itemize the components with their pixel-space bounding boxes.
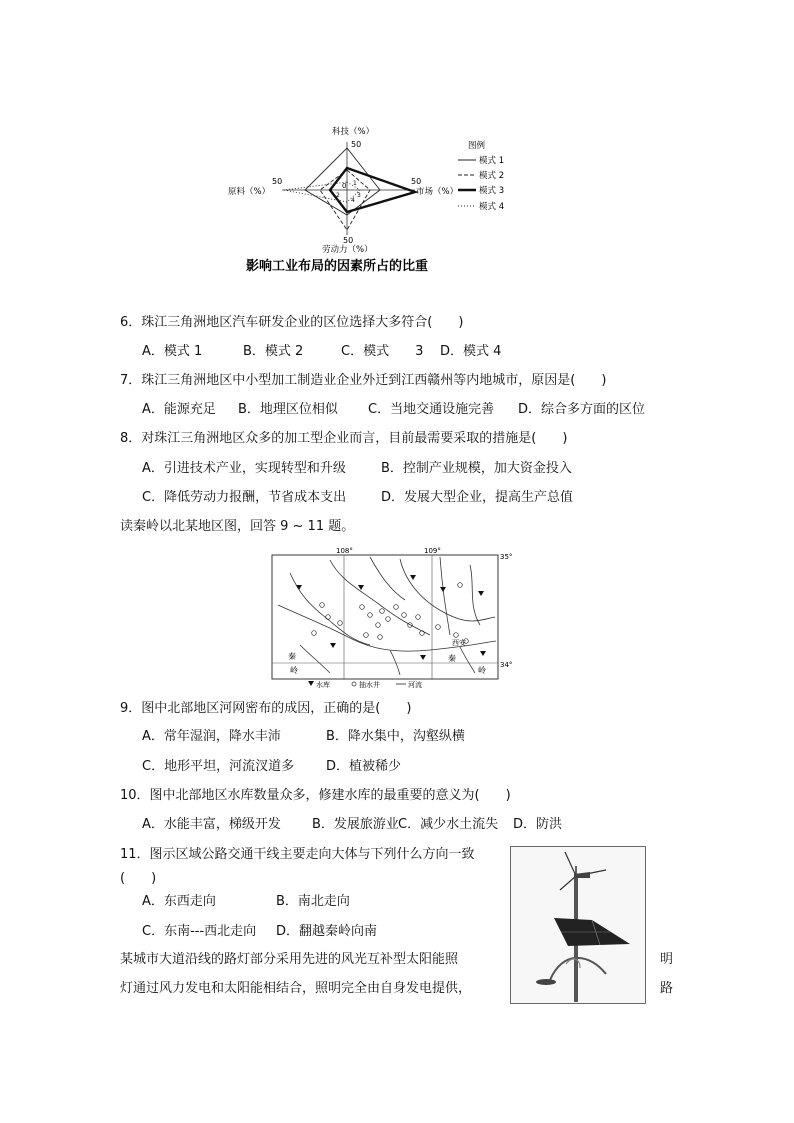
passage-line2-end: 路 (660, 981, 674, 996)
q11-option-b[interactable]: B．南北走向 (276, 894, 350, 909)
q9-option-c[interactable]: C．地形平坦，河流汊道多 (142, 759, 295, 774)
q9-option-b[interactable]: B．降水集中，沟壑纵横 (326, 729, 465, 744)
axis-bottom-label: 劳动力（%） (322, 245, 373, 255)
axis-top-value: 50 (351, 140, 362, 149)
q10-option-d[interactable]: D．防洪 (513, 817, 563, 832)
q8-option-b[interactable]: B．控制产业规模，加大资金投入 (381, 461, 572, 476)
q10-option-a[interactable]: A．水能丰富，梯级开发 (142, 817, 281, 832)
axis-left-label: 原料（%） (228, 187, 271, 197)
legend-reservoir: 水库 (316, 681, 330, 689)
axis-bottom-value: 50 (343, 236, 354, 245)
inner-label: 0 (342, 182, 347, 190)
q8-option-a[interactable]: A．引进技术产业，实现转型和升级 (142, 461, 346, 476)
q7-option-d[interactable]: D．综合多方面的区位 (518, 402, 646, 417)
legend-river: 河流 (408, 681, 422, 689)
radar-figure (220, 120, 530, 280)
lat-label: 35° (500, 553, 513, 561)
inner-label: 2 (336, 192, 340, 199)
q7-option-b[interactable]: B．地理区位相似 (238, 402, 338, 417)
q7-option-a[interactable]: A．能源充足 (142, 402, 216, 417)
legend-well: 抽水井 (359, 681, 380, 689)
legend-item: 模式 1 (479, 156, 505, 166)
street-light-photo (510, 846, 646, 1004)
mountain-label: 岭 (478, 666, 486, 675)
lon-label: 109° (424, 547, 441, 555)
axis-left-value: 50 (272, 177, 283, 186)
inner-label: 3 (357, 192, 361, 199)
q10-stem: 10．图中北部地区水库数量众多，修建水库的最重要的意义为( ) (120, 788, 511, 803)
q8-option-d[interactable]: D．发展大型企业，提高生产总值 (381, 490, 574, 505)
axis-top-label: 科技（%） (332, 127, 375, 137)
mountain-label: 秦 (448, 654, 456, 663)
axis-right-label: 市场（%） (416, 187, 459, 197)
passage-line1-end: 明 (660, 952, 674, 967)
passage-line2: 灯通过风力发电和太阳能相结合，照明完全由自身发电提供， (120, 981, 472, 996)
q10-option-b[interactable]: B．发展旅游业 (312, 817, 399, 832)
legend-title: 图例 (468, 141, 486, 151)
q6-option-a[interactable]: A．模式 1 (142, 344, 203, 359)
intro-9-11: 读秦岭以北某地区图，回答 9 ~ 11 题。 (120, 519, 355, 534)
q11-option-d[interactable]: D．翻越秦岭向南 (276, 924, 378, 939)
mountain-label: 秦 (288, 652, 296, 661)
q6-option-b[interactable]: B．模式 2 (243, 344, 304, 359)
q11-stem: 11．图示区域公路交通干线主要走向大体与下列什么方向一致 (120, 847, 475, 862)
mountain-label: 岭 (290, 666, 298, 675)
q9-stem: 9．图中北部地区河网密布的成因，正确的是( ) (120, 701, 412, 716)
mode2-polygon (320, 170, 370, 230)
legend-item: 模式 3 (479, 186, 505, 196)
q8-stem: 8．对珠江三角洲地区众多的加工型企业而言，目前最需要采取的措施是( ) (120, 431, 568, 446)
q6-stem: 6．珠江三角洲地区汽车研发企业的区位选择大多符合( ) (120, 315, 464, 330)
inner-label: 1 (353, 180, 357, 187)
q9-option-a[interactable]: A．常年湿润，降水丰沛 (142, 729, 281, 744)
q11-option-a[interactable]: A．东西走向 (142, 894, 216, 909)
lat-label: 34° (500, 661, 513, 669)
inner-label: 4 (351, 197, 355, 204)
passage-line1: 某城市大道沿线的路灯部分采用先进的风光互补型太阳能照 (120, 952, 459, 967)
q10-option-c[interactable]: C．减少水土流失 (398, 817, 499, 832)
city-label: 西安 (452, 639, 466, 647)
q9-option-d[interactable]: D．植被稀少 (326, 759, 402, 774)
q6-option-c[interactable]: C．模式 3 (341, 344, 424, 359)
legend-item: 模式 4 (479, 202, 505, 212)
q11-option-c[interactable]: C．东南---西北走向 (142, 924, 257, 939)
map-figure (270, 545, 515, 690)
mode4-polygon (284, 182, 360, 202)
q7-option-c[interactable]: C．当地交通设施完善 (368, 402, 495, 417)
q8-option-c[interactable]: C．降低劳动力报酬，节省成本支出 (142, 490, 347, 505)
q7-stem: 7．珠江三角洲地区中小型加工制造业企业外迁到江西赣州等内地城市，原因是( ) (120, 373, 607, 388)
q11-paren: ( ) (120, 871, 157, 886)
radar-caption: 影响工业布局的因素所占的比重 (246, 259, 429, 274)
lon-label: 108° (336, 547, 353, 555)
axis-right-value: 50 (411, 177, 422, 186)
legend-item: 模式 2 (479, 171, 505, 181)
q6-option-d[interactable]: D．模式 4 (440, 344, 502, 359)
